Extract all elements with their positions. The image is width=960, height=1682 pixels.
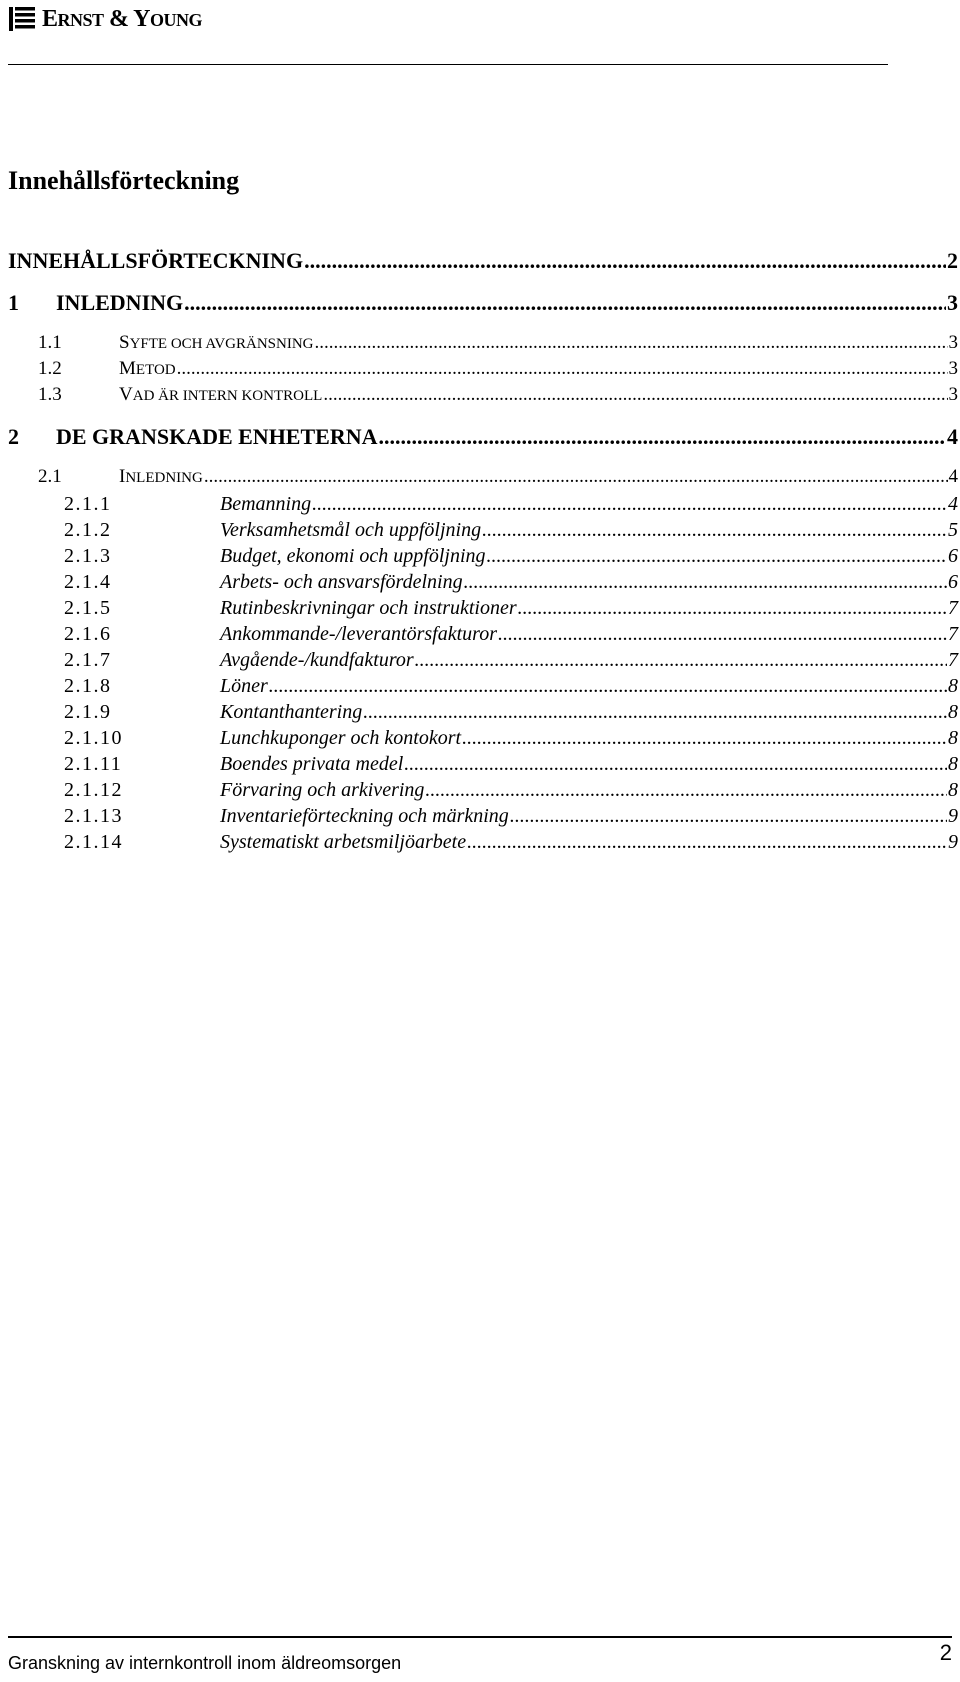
toc-entry-page: 3 [948, 358, 958, 379]
toc-entry-page: 4 [948, 493, 958, 515]
toc-entry-page: 3 [948, 384, 958, 405]
toc-entry-title: Arbets- och ansvarsfördelning [220, 571, 463, 593]
toc-entry-page: 6 [948, 545, 958, 567]
toc-entry-number: 2.1.14 [64, 831, 123, 853]
toc-entry[interactable] [8, 519, 958, 542]
toc-entry[interactable] [8, 597, 958, 620]
toc-entry[interactable] [8, 649, 958, 672]
toc-entry[interactable] [8, 358, 958, 380]
toc-leader-dots [487, 545, 947, 568]
toc-entry-number: 2.1.13 [64, 805, 123, 827]
toc-entry-number: 2.1.9 [64, 701, 112, 723]
toc-entry-title: Inventarieförteckning och märkning [220, 805, 509, 827]
toc-leader-dots [467, 831, 947, 854]
toc-entry-page: 5 [948, 519, 958, 541]
toc-entry[interactable] [8, 701, 958, 724]
toc-entry[interactable] [8, 753, 958, 776]
toc-leader-dots [518, 597, 947, 620]
toc-heading: Innehållsförteckning [8, 166, 240, 195]
toc-entry-title: Ankommande-/leverantörsfakturor [220, 623, 497, 645]
table-of-contents [8, 0, 960, 1000]
toc-entry-title: Lunchkuponger och kontokort [220, 727, 462, 749]
toc-entry-title: Löner [220, 675, 268, 697]
toc-entry-title: Kontanthantering [220, 701, 363, 723]
toc-leader-dots [315, 332, 948, 354]
toc-entry-number: 2.1.2 [64, 519, 112, 541]
toc-entry-page: 7 [948, 623, 958, 645]
toc-entry-title: Budget, ekonomi och uppföljning [220, 545, 486, 567]
toc-entry-page: 3 [947, 290, 958, 315]
toc-entry-title: Bemanning [220, 493, 312, 515]
toc-entry-number: 2.1.1 [64, 493, 112, 515]
toc-entry-page: 8 [948, 753, 958, 775]
toc-entry-title: Verksamhetsmål och uppföljning [220, 519, 482, 541]
toc-leader-dots [312, 493, 947, 516]
toc-entry[interactable] [8, 571, 958, 594]
toc-entry-page: 7 [948, 597, 958, 619]
toc-leader-dots [464, 571, 947, 594]
toc-entry-page: 8 [948, 701, 958, 723]
toc-entry-page: 4 [948, 466, 958, 487]
toc-entry-title: METOD [119, 358, 176, 379]
footer-document-title: Granskning av internkontroll inom äldreomsorgen [8, 1653, 402, 1673]
toc-entry-number: 1.1 [38, 332, 62, 353]
footer-page-number: 2 [939, 1640, 952, 1665]
toc-entry-title: INLEDNING [56, 290, 184, 315]
toc-leader-dots [425, 779, 947, 802]
toc-entry[interactable] [8, 424, 958, 450]
toc-entry[interactable] [8, 332, 958, 354]
toc-entry-page: 8 [948, 779, 958, 801]
toc-entry[interactable] [8, 727, 958, 750]
toc-leader-dots [184, 290, 946, 316]
toc-entry-number: 2.1.5 [64, 597, 112, 619]
toc-entry[interactable] [8, 545, 958, 568]
toc-entry[interactable] [8, 384, 958, 406]
toc-entry-number: 2.1.7 [64, 649, 112, 671]
toc-entry-number: 2 [8, 424, 19, 449]
toc-leader-dots [498, 623, 947, 646]
toc-entry-page: 8 [948, 675, 958, 697]
toc-entry-page: 3 [948, 332, 958, 353]
toc-entry-title: DE GRANSKADE ENHETERNA [56, 424, 378, 449]
toc-leader-dots [304, 248, 946, 274]
toc-entry-title: INLEDNING [119, 466, 203, 487]
toc-leader-dots [363, 701, 947, 724]
toc-entry-number: 2.1.4 [64, 571, 112, 593]
toc-entry-title: Boendes privata medel [220, 753, 404, 775]
toc-entry-title: SYFTE OCH AVGRÄNSNING [119, 332, 314, 353]
toc-entry-page: 8 [948, 727, 958, 749]
toc-entry-number: 2.1.11 [64, 753, 123, 775]
toc-entry-number: 2.1.6 [64, 623, 112, 645]
toc-entry-title: INNEHÅLLSFÖRTECKNING [8, 248, 304, 273]
toc-entry[interactable] [8, 779, 958, 802]
toc-entry-title: Systematiskt arbetsmiljöarbete [220, 831, 467, 853]
toc-entry-title: VAD ÄR INTERN KONTROLL [119, 384, 323, 405]
company-logo-text: ERNST & YOUNG [42, 5, 202, 32]
toc-entry-title: Förvaring och arkivering [220, 779, 425, 801]
toc-leader-dots [482, 519, 947, 542]
toc-entry-page: 7 [948, 649, 958, 671]
toc-leader-dots [415, 649, 947, 672]
toc-entry-number: 2.1.8 [64, 675, 112, 697]
toc-entry[interactable] [8, 831, 958, 854]
footer-divider [8, 1636, 952, 1638]
toc-entry[interactable] [8, 466, 958, 488]
toc-entry-page: 9 [948, 805, 958, 827]
toc-entry[interactable] [8, 675, 958, 698]
toc-leader-dots [404, 753, 947, 776]
toc-entry-page: 9 [948, 831, 958, 853]
toc-leader-dots [204, 466, 948, 488]
toc-entry-page: 6 [948, 571, 958, 593]
toc-leader-dots [323, 384, 947, 406]
toc-entry-page: 2 [947, 248, 958, 273]
toc-entry-title: Rutinbeskrivningar och instruktioner [220, 597, 517, 619]
toc-entry[interactable] [8, 493, 958, 516]
toc-leader-dots [269, 675, 947, 698]
toc-leader-dots [510, 805, 947, 828]
toc-entry[interactable] [8, 290, 958, 316]
toc-entry-number: 1.3 [38, 384, 62, 405]
toc-entry[interactable] [8, 623, 958, 646]
toc-leader-dots [462, 727, 947, 750]
toc-entry[interactable] [8, 248, 958, 274]
toc-entry-number: 2.1.12 [64, 779, 123, 801]
toc-entry-number: 1 [8, 290, 19, 315]
toc-entry-number: 2.1.3 [64, 545, 112, 567]
toc-leader-dots [177, 358, 948, 380]
toc-entry-number: 2.1.10 [64, 727, 123, 749]
toc-entry[interactable] [8, 805, 958, 828]
toc-entry-number: 2.1 [38, 466, 62, 487]
toc-entry-page: 4 [947, 424, 958, 449]
toc-entry-title: Avgående-/kundfakturor [220, 649, 414, 671]
toc-entry-number: 1.2 [38, 358, 62, 379]
toc-leader-dots [379, 424, 947, 450]
